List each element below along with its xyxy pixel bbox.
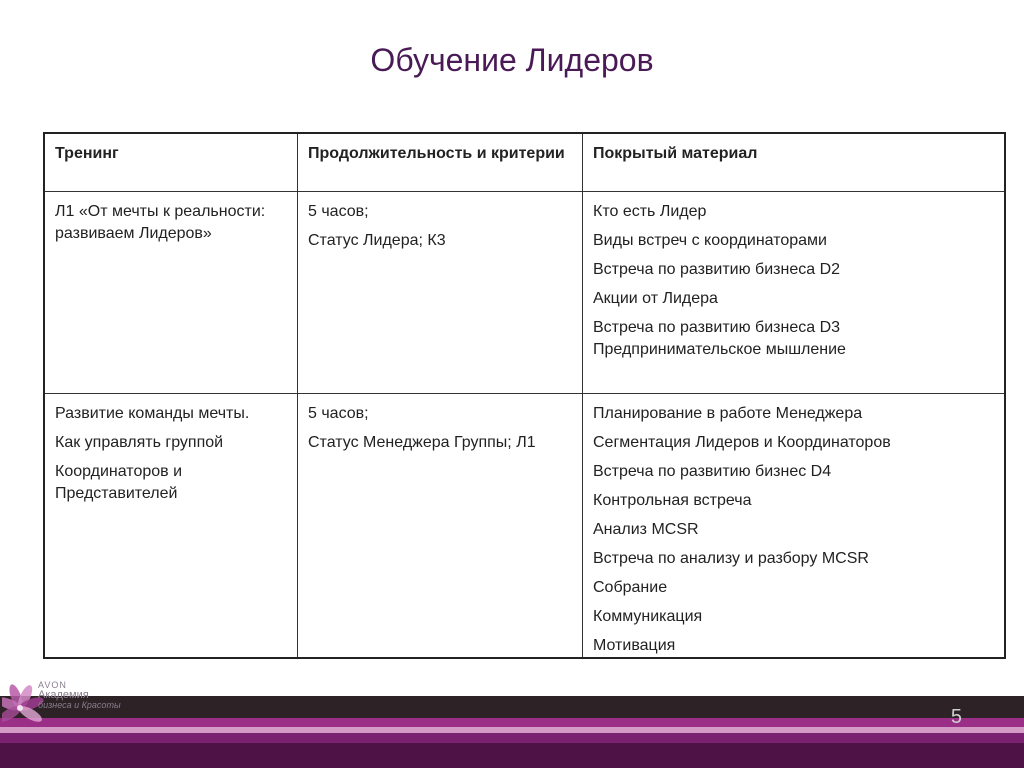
logo-subtitle: бизнеса и Красоты [38,700,121,710]
cell-text: Встреча по развитию бизнес D4 [593,463,832,480]
slide-title: Обучение Лидеров [370,42,654,78]
row2-duration [298,394,583,657]
row1-training [45,192,298,393]
cell-text: Координаторов и Представителей [55,463,183,502]
cell-text: Встреча по развитию бизнеса D3 Предпринимательское мышление [593,319,846,358]
row1-material [583,192,1004,393]
cell-text: Кто есть Лидер [593,203,707,220]
row2-material [583,394,1004,657]
cell-text: Встреча по анализу и разбору MCSR [593,550,869,567]
cell-text: Планирование в работе Менеджера [593,405,863,422]
table-row [45,192,1004,394]
row2-training [45,394,298,657]
cell-text: Как управлять группой [55,434,224,451]
footer-bar-plum [0,733,1024,743]
cell-text: Собрание [593,579,668,596]
training-table [43,132,1006,659]
logo-brand: AVON [38,680,67,690]
table-row [45,394,1004,657]
cell-text: Контрольная встреча [593,492,752,509]
cell-text: Анализ MCSR [593,521,699,538]
cell-text: Мотивация [593,637,676,654]
cell-text: Акции от Лидера [593,290,718,307]
cell-text: Виды встреч с координаторами [593,232,827,249]
cell-text: Развитие команды мечты. [55,405,250,422]
page-number: 5 [950,706,962,728]
header-duration: Продолжительность и критерии [298,134,583,191]
cell-text: Встреча по развитию бизнеса D2 [593,261,841,278]
cell-text: Л1 «От мечты к реальности: развиваем Лидеров» [55,203,266,242]
header-training: Тренинг [45,134,298,191]
cell-text: Коммуникация [593,608,703,625]
table-header-row [45,134,1004,192]
academy-logo-text [38,680,121,710]
logo-academy: Академия [38,689,89,701]
cell-text: 5 часов; [308,405,369,422]
footer-bar-deep [0,743,1024,768]
row1-duration [298,192,583,393]
cell-text: Статус Менеджера Группы; Л1 [308,434,536,451]
cell-text: Статус Лидера; К3 [308,232,446,249]
cell-text: 5 часов; [308,203,369,220]
cell-text: Сегментация Лидеров и Координаторов [593,434,891,451]
header-material: Покрытый материал [593,145,758,162]
